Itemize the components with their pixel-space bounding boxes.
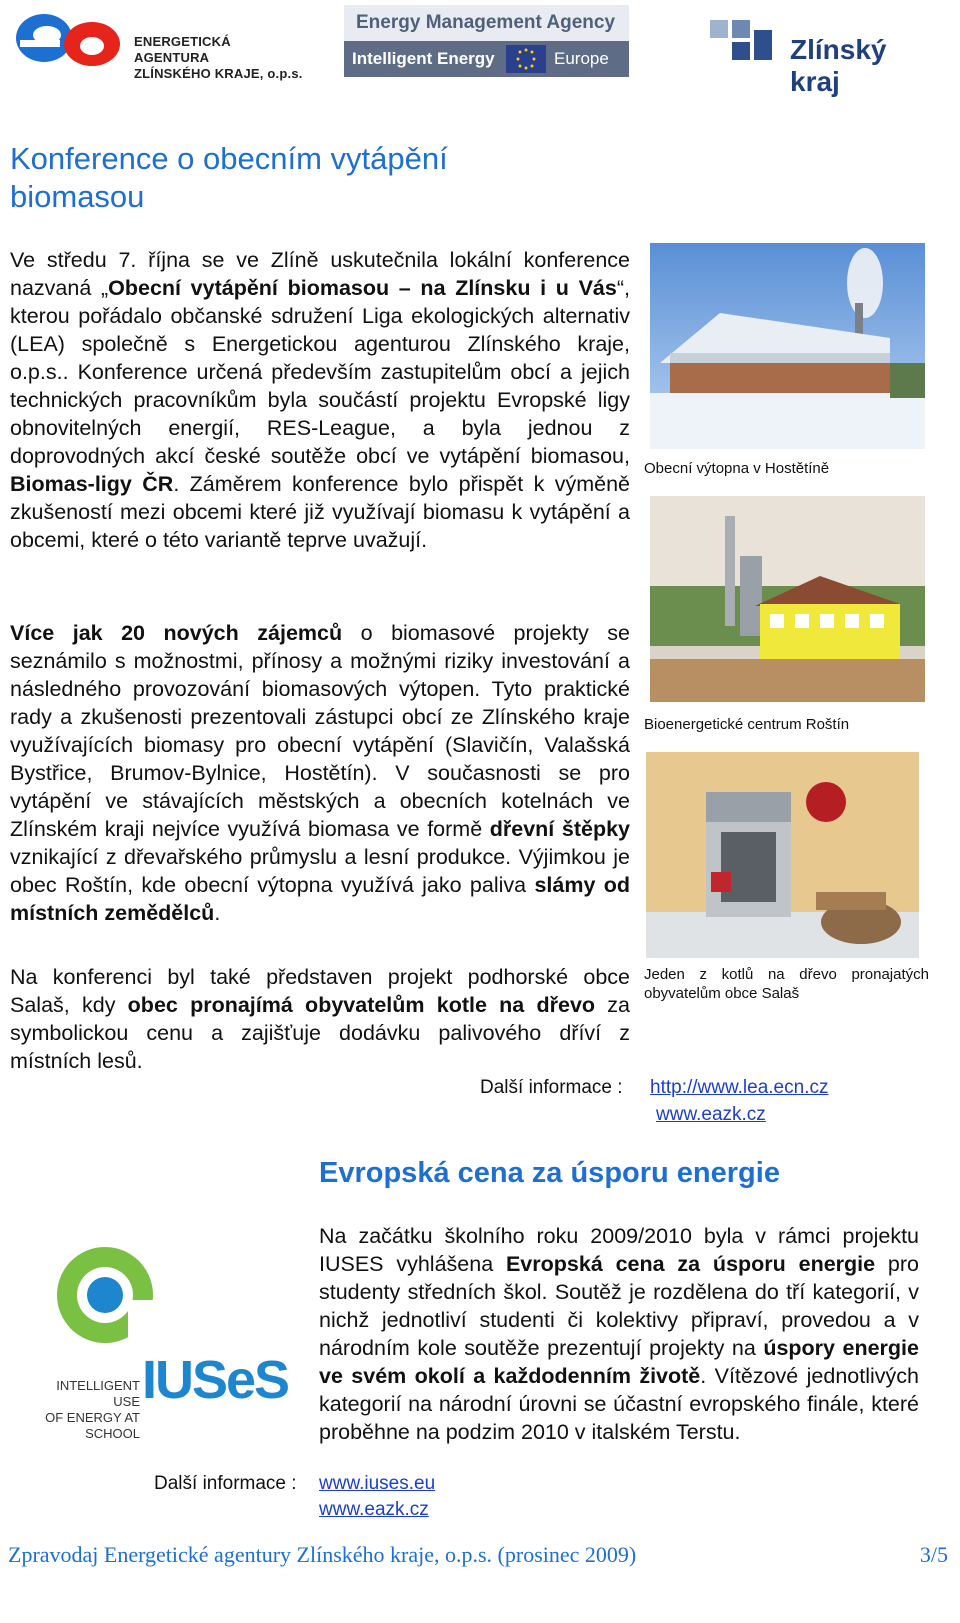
article1-title-line1: Konference o obecním vytápění	[10, 141, 448, 176]
eu-flag-icon	[506, 45, 546, 73]
link-iuses[interactable]: www.iuses.eu	[319, 1473, 436, 1494]
caption-photo-2: Bioenergetické centrum Roštín	[644, 716, 850, 733]
link-eazk-1[interactable]: www.eazk.cz	[656, 1104, 766, 1125]
page-footer	[8, 1540, 952, 1570]
page-number: 3/5	[919, 1542, 948, 1567]
article2-title: Evropská cena za úsporu energie	[319, 1157, 780, 1189]
caption-photo-1: Obecní výtopna v Hostětíně	[644, 460, 830, 477]
iuses-logo-word: IUSeS	[142, 1350, 289, 1410]
article1-more-info-label: Další informace :	[480, 1077, 623, 1098]
link-lea[interactable]: http://www.lea.ecn.cz	[650, 1077, 829, 1098]
photo-hostetin-heating-plant	[650, 243, 925, 449]
ema-logo-top: Energy Management Agency	[344, 5, 629, 41]
article1-paragraph-3: Na konferenci byl také představen projekt podhorské obce Salaš, kdy obec pronajímá obyvatelům kotle na dřevo za symbolickou cenu a zajišťuje dodávku palivového dříví z místních lesů.	[10, 965, 630, 1073]
zk-logo	[710, 20, 940, 97]
ema-logo	[344, 5, 629, 77]
article2-paragraph: Na začátku školního roku 2009/2010 byla v rámci projektu IUSES vyhlášena Evropská cena za úsporu energie pro studenty středních škol. Soutěž je rozdělena do tří kategorií, v nichž jednotliví studenti či kolektivy připraví, provedou a v národním kole soutěže prezentují projekty na úspory energie ve svém okolí a každodenním životě. Vítězové jednotlivých kategorií na národní úrovni se účastní evropského finále, které proběhne na podzim 2010 v italském Terstu.	[319, 1224, 919, 1444]
zk-logo-text: Zlínský kraj	[790, 34, 887, 97]
iuses-logo	[10, 1240, 300, 1441]
footer-text: Zpravodaj Energetické agentury Zlínského kraje, o.p.s. (prosinec 2009)	[8, 1542, 637, 1567]
link-eazk-2[interactable]: www.eazk.cz	[319, 1499, 429, 1520]
iuses-logo-line2: OF ENERGY AT SCHOOL	[45, 1410, 140, 1441]
ea-logo-text-1: ENERGETICKÁ AGENTURA	[134, 34, 231, 65]
caption-photo-3: Jeden z kotlů na dřevo pronajatých obyvatelům obce Salaš	[644, 966, 929, 1002]
article1-paragraph-2: Více jak 20 nových zájemců o biomasové projekty se seznámilo s možnostmi, přínosy a možnými riziky investování a následného provozování biomasových výtopen. Tyto praktické rady a zkušenosti prezentovali zástupci obcí ze Zlínského kraje využívajících biomasy pro obecní vytápění (Slavičín, Valašská Bystřice, Brumov-Bylnice, Hostětín). V současnosti se pro vytápění ve stávajících městských a obecních kotelnách ve Zlínském kraji nejvíce využívá biomasa ve formě dřevní štěpky vznikající z dřevařského průmyslu a lesní produkce. Výjimkou je obec Roštín, kde obecní výtopna využívá jako paliva slámy od místních zemědělců.	[10, 621, 631, 925]
ea-logo-text-2: ZLÍNSKÉHO KRAJE, o.p.s.	[134, 66, 303, 81]
photo-rostin-bioenergy-centre	[650, 496, 925, 702]
article1-paragraph-1: Ve středu 7. října se ve Zlíně uskutečnila lokální konference nazvaná „Obecní vytápění biomasou – na Zlínsku i u Vás“, kterou pořádalo občanské sdružení Liga ekologických alternativ (LEA) společně s Energetickou agenturou Zlínského kraje, o.p.s.. Konference určená především zastupitelům obcí a jejich technických pracovníkům byla součástí projektu Evropské ligy obnovitelných energií, RES-League, a byla jednou z doprovodných akcí české soutěže obcí ve vytápění biomasou, Biomas-ligy ČR. Záměrem konference bylo přispět k výměně zkušeností mezi obcemi které již využívají biomasu k vytápění a obcemi, které o této variantě teprve uvažují.	[10, 248, 630, 552]
article1-title	[10, 140, 630, 216]
ea-logo	[14, 4, 304, 81]
photo-salas-wood-boiler	[646, 752, 919, 958]
ema-logo-ie: Intelligent Energy	[352, 49, 495, 68]
iuses-logo-line1: INTELLIGENT USE	[56, 1378, 140, 1409]
article2-more-info-label: Další informace :	[154, 1473, 297, 1494]
ea-logo-icon	[14, 4, 124, 70]
article1-title-line2: biomasou	[10, 179, 145, 214]
ema-logo-eu: Europe	[554, 49, 609, 68]
